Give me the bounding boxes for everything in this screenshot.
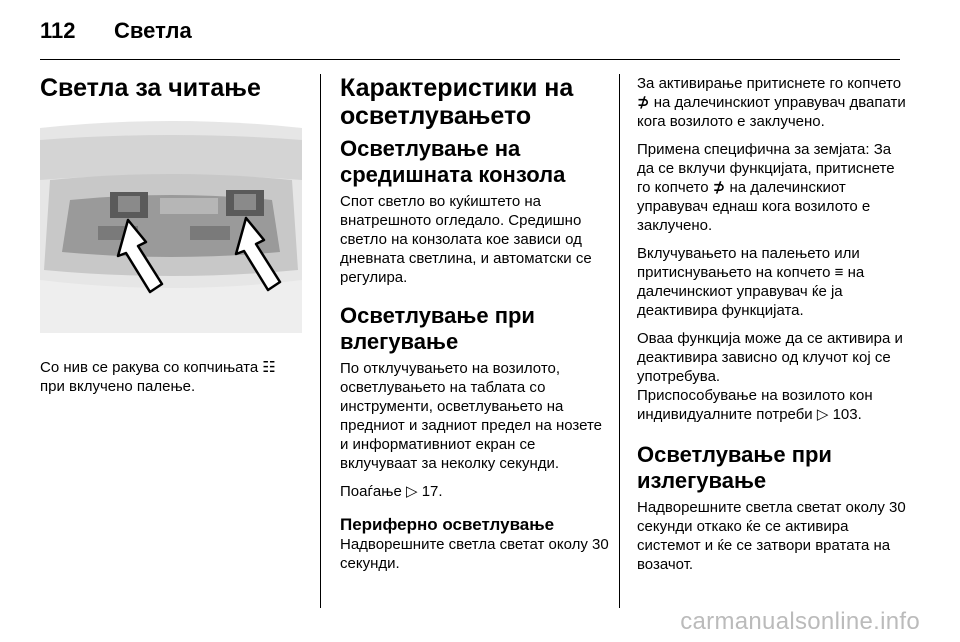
activation-text-a: За активирање притиснете го копчето xyxy=(637,75,902,92)
personalization-text: Приспособување на возилото кон индивидуалните потреби xyxy=(637,387,873,423)
exit-lighting-text: Надворешните светла светат околу 30 секунди откако ќе се активира системот и ќе се затвори вратата на возачот. xyxy=(637,499,906,573)
center-console-heading: Осветлување на средишната конзола xyxy=(340,136,566,187)
page-reference-arrow-icon: ▷ xyxy=(816,406,829,423)
section-title: Светла xyxy=(114,18,192,43)
country-specific-text-a: Примена специфична за земјата: За да се вклучи функцијата, притиснете го копчето xyxy=(637,141,895,196)
caption-text-2: при вклучено палење. xyxy=(40,378,196,395)
activation-text xyxy=(637,74,912,131)
remote-unlock-icon: ≡ xyxy=(834,264,844,281)
exit-lighting-heading: Осветлување при излегување xyxy=(637,442,832,493)
column-divider-2 xyxy=(619,74,620,608)
personalization-reference xyxy=(637,386,912,424)
deactivation-text xyxy=(637,244,912,320)
center-console-text: Спот светло во куќиштето на внатрешното огледало. Средишно светло на конзолата кое зависи од дневната светлина, и автоматски се регулира. xyxy=(340,193,592,286)
entry-lighting-heading: Осветлување при влегување xyxy=(340,303,535,354)
lighting-features-heading: Карактеристики на осветлувањето xyxy=(340,74,574,130)
entry-lighting-reference xyxy=(340,482,610,501)
path-lighting-text: Надворешните светла светат околу 30 секунди. xyxy=(340,536,609,572)
reading-light-illustration xyxy=(40,120,302,333)
middle-column xyxy=(340,74,610,582)
activation-text-b: на далечинскиот управувач двапати кога возилото е заклучено. xyxy=(637,94,906,130)
watermark: carmanualsonline.info xyxy=(680,608,920,635)
reading-light-icon: ☷ xyxy=(262,359,276,376)
country-specific-text xyxy=(637,140,912,235)
entry-lighting-text: По отклучувањето на возилото, осветлувањето на таблата со инструменти, осветлувањето на предниот и задниот предел на нозете и информативниот екран се вклучуваат за неколку секунди. xyxy=(340,360,603,472)
deactivation-text-a: Вклучувањето на палењето или притиснувањето на копчето xyxy=(637,245,860,281)
remote-lock-icon: ⊅ xyxy=(637,94,650,111)
remote-lock-icon: ⊅ xyxy=(712,179,726,196)
reference-page: 17. xyxy=(421,483,443,500)
key-dependent-text: Оваа функција може да се активира и деактивира зависно од клучот кој се употребува. xyxy=(637,330,903,385)
page-number: 112 xyxy=(40,18,76,43)
country-specific-text-b: на далечинскиот управувач еднаш кога возилото е заклучено. xyxy=(637,179,871,234)
column-divider-1 xyxy=(320,74,321,608)
page-header xyxy=(40,18,192,44)
reference-label: Поаѓање xyxy=(340,483,402,500)
right-column xyxy=(637,74,912,583)
personalization-page: 103. xyxy=(832,406,862,423)
reading-lights-heading: Светла за читање xyxy=(40,74,261,102)
deactivation-text-b: на далечинскиот управувач ќе ја деактивира функцијата. xyxy=(637,264,865,319)
reading-lights-caption xyxy=(40,358,302,396)
header-rule xyxy=(40,59,900,60)
path-lighting-heading: Периферно осветлување xyxy=(340,515,555,534)
left-column xyxy=(40,74,302,405)
page-reference-arrow-icon: ▷ xyxy=(405,483,418,500)
caption-text-1: Со нив се ракува со копчињата xyxy=(40,359,259,376)
